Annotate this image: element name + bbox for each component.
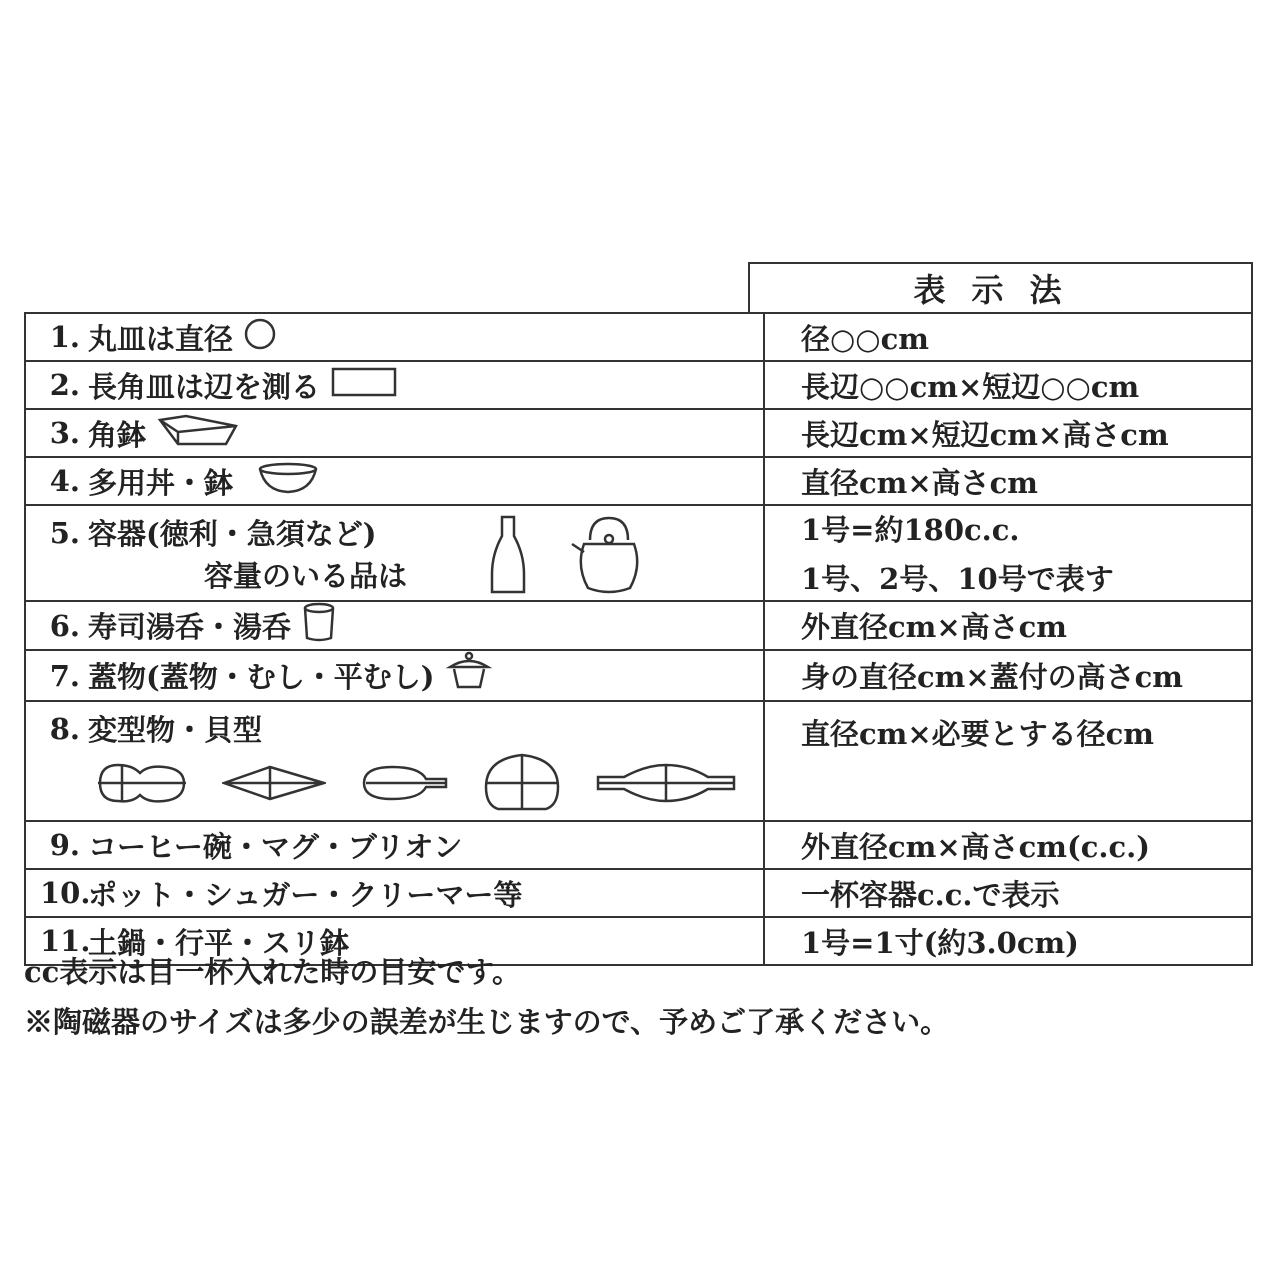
sake-bottle-icon [488,514,528,601]
table-row [25,457,1252,505]
square-bowl-icon [156,412,240,455]
item-label: コーヒー碗・マグ・ブリオン [88,829,463,864]
method-header: 表示法 [748,262,1253,312]
gourd-shape-icon [96,761,188,812]
item-label: 角鉢 [88,417,147,452]
note-cc: cc表示は目一杯入れた時の目安です。 [24,955,521,989]
table-row [25,361,1252,409]
item-cell [25,313,764,361]
item-label: 容器(徳利・急須など) [88,517,377,551]
method-cell: 一杯容器c.c.で表示 [764,869,1252,917]
oval-platter-icon [596,763,736,810]
item-label: ポット・シュガー・クリーマー等 [88,877,523,912]
diamond-shape-icon [222,763,326,810]
item-number: 3. [49,416,80,450]
item-label-line2: 容量のいる品は [204,559,408,593]
leaf-shape-icon [360,763,448,810]
lidded-bowl-icon [444,651,494,700]
item-cell [25,505,764,601]
method-cell: 直径cm×必要とする径cm [764,701,1252,821]
bowl-icon [257,461,319,502]
item-cell [25,701,764,821]
method-cell: 径○○cm [764,313,1252,361]
item-number: 9. [49,828,80,862]
method-cell: 1号=1寸(約3.0cm) [764,917,1252,965]
table-row [25,650,1252,701]
table-row [25,601,1252,650]
item-label: 土鍋・行平・スリ鉢 [88,925,350,960]
shell-shape-icon [482,753,562,820]
table-row [25,313,1252,361]
teacup-icon [301,602,337,649]
item-number: 5. [49,515,80,550]
method-cell: 外直径cm×高さcm [764,601,1252,650]
item-cell [25,457,764,505]
teapot-icon [568,512,650,601]
item-number: 1. [49,320,80,354]
item-label: 多用丼・鉢 [88,465,234,500]
note-tolerance: ※陶磁器のサイズは多少の誤差が生じますので、予めご了承ください。 [24,1005,950,1039]
method-cell: 長辺○○cm×短辺○○cm [764,361,1252,409]
item-number: 6. [49,608,80,643]
item-cell [25,821,764,869]
round-plate-icon [243,317,277,358]
item-cell [25,869,764,917]
method-cell [764,505,1252,601]
item-number: 8. [49,711,80,746]
item-label: 変型物・貝型 [88,713,263,747]
table-row [25,505,1252,601]
item-number: 2. [49,368,80,402]
rectangle-plate-icon [330,365,398,406]
item-number: 10. [40,876,91,910]
item-label: 蓋物(蓋物・むし・平むし) [88,660,435,694]
shape-illustrations [40,753,763,820]
item-label: 長角皿は辺を測る [88,369,321,404]
item-label: 寿司湯呑・湯呑 [88,610,292,644]
method-line2: 1号、2号、10号で表す [801,562,1114,596]
item-cell [25,601,764,650]
method-cell: 長辺cm×短辺cm×高さcm [764,409,1252,457]
size-table [24,312,1253,966]
table-row [25,409,1252,457]
table-row [25,869,1252,917]
item-number: 7. [49,658,80,693]
item-number: 4. [49,464,80,498]
item-number: 11. [40,924,91,958]
item-cell [25,361,764,409]
method-cell: 外直径cm×高さcm(c.c.) [764,821,1252,869]
item-label: 丸皿は直径 [88,321,234,356]
method-cell: 身の直径cm×蓋付の高さcm [764,650,1252,701]
method-cell: 直径cm×高さcm [764,457,1252,505]
table-row [25,821,1252,869]
item-cell [25,650,764,701]
item-cell [25,409,764,457]
table-row [25,701,1252,821]
method-line1: 1号=約180c.c. [801,513,1020,547]
